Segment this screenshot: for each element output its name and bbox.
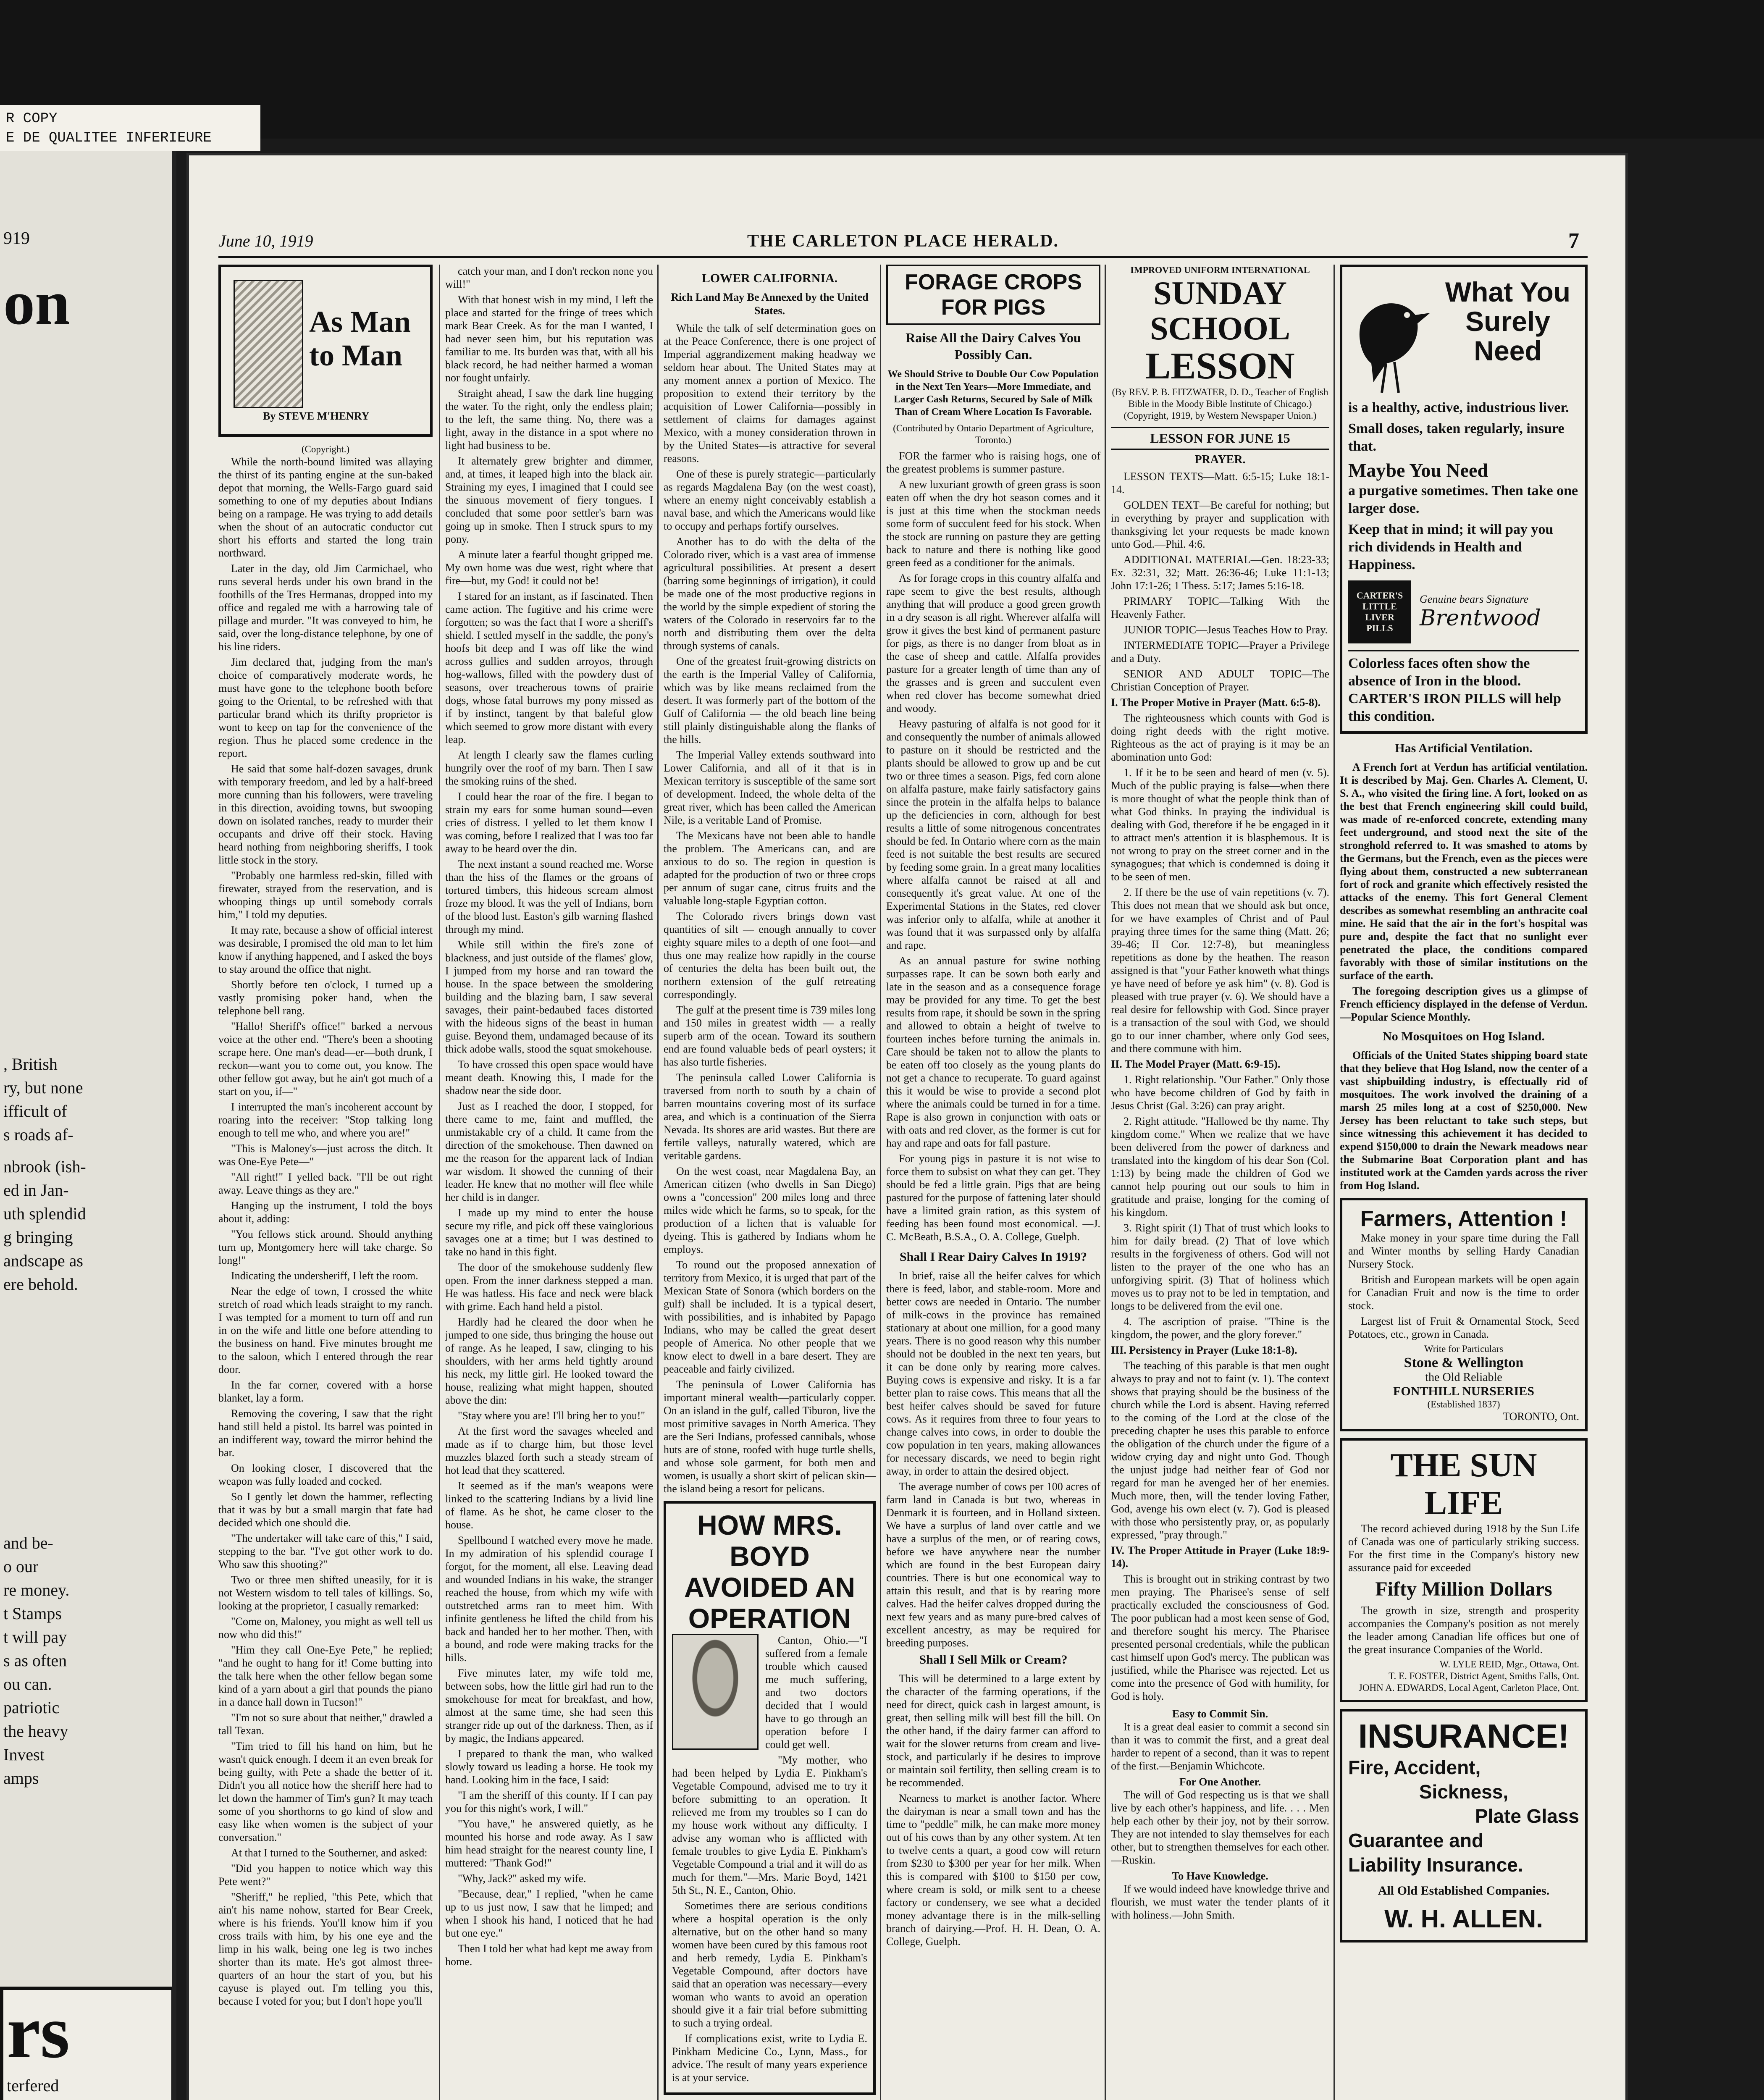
paragraph: I interrupted the man's incoherent account by roaring into the receiver: "Stop talking long enough to tell me who, and where you are!" — [218, 1101, 433, 1139]
paragraph: The peninsula called Lower California is traversed from north to south by a chain of barren mountains covering most of its surface area, and which is a continuation of the Sierra Nevada. Its shores are arid wastes. But there are fertile valleys, naturally watered, which are veritable gardens. — [664, 1071, 876, 1162]
pinkham-ad-headline: HOW MRS. BOYD AVOIDED AN OPERATION — [684, 1509, 856, 1634]
mrs-boyd-portrait-image — [672, 1634, 759, 1750]
paragraph: The door of the smokehouse suddenly flew open. From the inner darkness stepped a man. He was hatless. His face and neck were black with grime. Each hand held a pistol. — [445, 1261, 653, 1312]
paragraph: To have crossed this open space would have meant death. Knowing this, I made for the shadow near the side door. — [445, 1058, 653, 1097]
filler-text: If we would indeed have knowledge thrive and flourish, we must water the tender plants of it with holiness.—John Smith. — [1111, 1883, 1329, 1921]
ad-paragraph: Sometimes there are serious conditions where a hospital operation is the only alternative, but on the other hand so many women have been cured by this famous root and herb remedy, Lydia E. Pinkham's Vegetable Compound, after doctors have said that an operation was necessary—every woman who wants to avoid an operation should give it a fair trial before submitting to such a trying ordeal. — [672, 1900, 867, 2029]
dairy-calves-heading: Shall I Rear Dairy Calves In 1919? — [899, 1250, 1087, 1264]
paragraph: A new luxuriant growth of green grass is soon eaten off when the dry hot season comes and it is just at this time when the stockman needs some form of succulent feed for his stock. When the stock are running on pasture they are getting back to nature and there is nothing like good green feed as a conditioner for the animals. — [886, 478, 1100, 569]
sun-life-text2: The growth in size, strength and prosperity accompanies the Company's position as not merely the leader among Canadian life offices but one of the great insurance Companies of the World. — [1348, 1604, 1579, 1656]
paragraph: The Mexicans have not been able to handle the problem. The Americans can, and are anxious to do so. The region in question is adapted for the production of two or three crops per annum of sugar cane, citrus fruits and the valuable long-staple Egyptian cotton. — [664, 830, 876, 907]
paragraph: Removing the covering, I saw that the right hand still held a pistol. Its barrel was pointed in an indifferent way, toward the mirror behind the bar. — [218, 1407, 433, 1459]
paragraph: I prepared to thank the man, who walked slowly toward us leading a horse. He took my hand. Looking him in the face, I said: — [445, 1748, 653, 1786]
paragraph: At that I turned to the Southerner, and asked: — [231, 1847, 428, 1859]
prev-line: g bringing — [3, 1228, 73, 1247]
paragraph: "Tim tried to fill his hand on him, but he wasn't quick enough. I deem it an even break for being guilty, with Pete a shade the better of it. Didn't you all notice how the sheriff here had to let down the hammer of Tim's gun? It may teach some of you shorthorns to go kind of slow and easy like when women is the subject of your conversation." — [218, 1740, 433, 1843]
sunday-school-title-line1: SUNDAY SCHOOL — [1150, 275, 1290, 346]
copy-quality-label — [0, 105, 260, 151]
paragraph: While still within the fire's zone of blackness, and just outside of the flames' glow, I jumped from my horse and ran toward the house. In the space between the smoldering building and the blazing barn, I saw several savages, their paint-bedaubed faces distorted with the hideous signs of the beast in human guise. Beyond them, undamaged because of its thick adobe walls, stood the squat smokehouse. — [445, 939, 653, 1055]
insurance-line: Fire, Accident, — [1348, 1756, 1481, 1778]
nursery-firm: Stone & Wellington — [1404, 1355, 1524, 1370]
lesson-section-heading: III. Persistency in Prayer (Luke 18:1-8). — [1111, 1344, 1297, 1356]
newspaper-page — [189, 155, 1625, 2100]
paragraph: The next instant a sound reached me. Worse than the hiss of the flames or the groans of tortured timbers, this hideous scream almost froze my blood. It was the yell of Indians, born of the blood lust. Easton's gilb warning flashed through my mind. — [445, 858, 653, 935]
copy-label-line2: E DE QUALITEE INFERIEURE — [6, 130, 212, 146]
paragraph: While the talk of self determination goes on at the Peace Conference, there is one project of Imperial aggrandizement making headway we seldom hear about. The United States may at any moment annex a portion of Mexico. The proposition to extend their territory by the acquisition of Lower California—possibly in settlement of claims for damages against Mexico, with a money consideration thrown in by the United States—is attractive for several reasons. — [664, 322, 876, 465]
filler-title: Easy to Commit Sin. — [1172, 1708, 1268, 1720]
prev-line: ed in Jan- — [3, 1181, 69, 1200]
story-illustration-image — [234, 280, 303, 408]
paragraph: Heavy pasturing of alfalfa is not good for it and consequently the number of animals allowed to pasture on it should be restricted and the plants should be allowed to grow up and be cut two or three times a season. Pigs, fed corn alone on alfalfa pasture, make fairly satisfactory gains since the protein in the alfalfa helps to balance up the deficiencies in corn, although for best results a little of some nitrogenous concentrates should be fed. In Ontario where corn as the main feed is not suitable the best results are secured by feeding some grain. In a great many localities where alfalfa cannot be raised at all and consequently it's great value. At one of the Experimental Stations in the States, red clover was inferior only to alfalfa, while at another it was found that it was surpassed only by alfalfa and rape. — [886, 718, 1100, 951]
sunday-school-byline: (By REV. P. B. FITZWATER, D. D., Teacher of English Bible in the Moody Bible Institute of Chicago.) — [1112, 387, 1328, 409]
column-rule — [1105, 265, 1106, 2100]
prev-line: ere behold. — [3, 1275, 78, 1294]
prev-line: o our — [3, 1557, 39, 1576]
column-4 — [886, 265, 1100, 2100]
paragraph: "Him they call One-Eye Pete," he replied; "and he ought to hang for it! Come butting into the talk here when the other fellow began some kind of a yarn about a girl that pounds the piano in a dance hall down in Tucson!" — [218, 1644, 433, 1708]
lesson-topic: PRAYER. — [1194, 453, 1246, 466]
nursery-line: Make money in your spare time during the Fall and Winter months by selling Hardy Canadian Nursery Stock. — [1348, 1232, 1579, 1270]
pinkham-advertisement — [664, 1501, 876, 2095]
paragraph: Two or three men shifted uneasily, for it is not Western wisdom to tell tales of killings. So, looking at the proprietor, I casually remarked: — [218, 1574, 433, 1612]
prev-line: s roads af- — [3, 1125, 74, 1144]
story-title — [309, 305, 411, 372]
paragraph: "Why, Jack?" asked my wife. — [458, 1872, 586, 1885]
column-rule — [880, 265, 881, 2100]
paragraph: Shortly before ten o'clock, I turned up a vastly promising poker hand, when the telephone bell rang. — [218, 979, 433, 1017]
column-2-story-continued — [445, 265, 653, 2100]
forage-crops-headline: FORAGE CROPS FOR PIGS — [886, 265, 1100, 325]
insurance-agent: W. H. ALLEN. — [1384, 1905, 1543, 1933]
sun-life-agent: T. E. FOSTER, District Agent, Smiths Falls, Ont. — [1389, 1671, 1579, 1681]
lesson-section-heading: IV. The Proper Attitude in Prayer (Luke 18:9-14). — [1111, 1544, 1329, 1570]
prev-lower-fragments — [0, 1531, 172, 1790]
prev-headline-fragment: on — [3, 268, 70, 338]
paragraph: At the first word the savages wheeled and made as if to charge him, but those level muzzles blazed forth such a steady stream of hot lead that they scattered. — [445, 1425, 653, 1476]
paragraph: 2. If there be the use of vain repetitions (v. 7). This does not mean that we should ask but once, for we have examples of Christ and of Paul praying three times for the same thing (Matt. 26; 39-46; II Cor. 12:7-8), but meaningless repetitions as done by the heathen. The reason assigned is that "your Father knoweth what things ye have need of before ye ask him" (v. 8). God is pleased with true prayer (v. 6). We should have a real desire for fellowship with God. Since prayer is a transaction of the soul with God, we should go to our inner chamber, where only God sees, and there commune with him. — [1111, 886, 1329, 1055]
insurance-line: Guarantee and — [1348, 1830, 1484, 1851]
prev-line: t will pay — [3, 1628, 67, 1646]
paragraph: Just as I reached the door, I stopped, for there came to me, faint and muffled, the unmistakable cry of a child. It came from the direction of the smokehouse. Then dawned on me the reason for the apparent lack of Indian war wisdom. It showed the cunning of their leader. He knew that no mother will flee while her child is in danger. — [445, 1100, 653, 1203]
sun-life-big: Fifty Million Dollars — [1375, 1578, 1552, 1600]
paragraph: The peninsula of Lower California has important mineral wealth—particularly copper. On an island in the gulf, called Tiburon, live the most primitive savages in North America. They are the Seri Indians, professed cannibals, whose huts are of stone, roofed with huge turtle shells, and whose sole garment, for both men and women, is usually a short skirt of pelican skin—the island being a resort for pelicans. — [664, 1378, 876, 1495]
prev-line: ou can. — [3, 1675, 52, 1693]
paper-name: THE CARLETON PLACE HERALD. — [747, 231, 1059, 251]
carters-ad-header — [1348, 273, 1579, 399]
column-3 — [664, 265, 876, 2100]
paragraph: "Did you happen to notice which way this Pete went?" — [218, 1862, 433, 1887]
paragraph: Another has to do with the delta of the Colorado river, which is a vast area of immense agricultural possibilities. At present a desert (barring some beginnings of irrigation), it could be made one of the most productive regions in the world by the simple expedient of storing the waters of the Colorado in reservoirs far to the north and distributing them over the delta through systems of canals. — [664, 536, 876, 652]
prev-line: amps — [3, 1769, 39, 1788]
filler-title: To Have Knowledge. — [1172, 1870, 1268, 1882]
ad-paragraph: If complications exist, write to Lydia E. Pinkham Medicine Co., Lynn, Mass., for advice. The result of many years experience is at your service. — [672, 2032, 867, 2084]
paragraph: This is brought out in striking contrast by two men praying. The Pharisee's sense of self practically excluded the consciousness of God. The poor publican had a most keen sense of God, and therefore sought his mercy. The Pharisee presented personal credentials, while the publican cast himself upon God's mercy. The publican was justified, while the Pharisee was rejected. Let us come into the presence of God with humility, for God is holy. — [1111, 1573, 1329, 1702]
nursery-line: Write for Particulars — [1424, 1344, 1504, 1354]
prev-line: t Stamps — [3, 1604, 62, 1623]
nursery-advertisement — [1340, 1198, 1588, 1431]
carters-brand-row — [1348, 580, 1579, 643]
copy-label-line1: R COPY — [6, 111, 58, 127]
nursery-firm-sub: the Old Reliable — [1425, 1371, 1502, 1384]
nursery-name: FONTHILL NURSERIES — [1393, 1384, 1534, 1398]
paragraph: "The undertaker will take care of this," I said, stepping to the bar. "I've got other work to do. Who saw this shooting?" — [218, 1532, 433, 1570]
crow-illustration-icon — [1348, 273, 1432, 395]
paragraph: Jim declared that, judging from the man's choice of comparatively moderate words, he must have gone to the telephone booth before going to the Oriental, to be refreshed with that particular brand which its thrifty proprietor is wont to keep on tap for the convenience of the region. Thus he placed some credence in the report. — [218, 656, 433, 759]
paragraph: FOR the farmer who is raising hogs, one of the greatest problems is summer pasture. — [886, 450, 1100, 475]
carters-pill-box-image: CARTER'S LITTLE LIVER PILLS — [1348, 580, 1411, 643]
paragraph: The foregoing description gives us a glimpse of French efficiency displayed in the defense of Verdun.—Popular Science Monthly. — [1340, 985, 1588, 1023]
paragraph: Near the edge of town, I crossed the white stretch of road which leads straight to my ranch. I was tempted for a moment to turn off and run in on the wife and little one before attending to the business on hand. Five minutes brought me to the saloon, which I entered through the rear door. — [218, 1285, 433, 1376]
paragraph: A French fort at Verdun has artificial ventilation. It is described by Maj. Gen. Charles A. Clement, U. S. A., who visited the firing line. A fort, looked on as the best that French engineering skill could build, was made of re-enforced concrete, extending many feet underground, and stood next the site of the stronghold referred to. It was smashed to atoms by the Germans, but the French, even as the pieces were flying about them, constructed a new subterranean fort of rock and granite which effectively resisted the attacks of the enemy. This fort General Clement describes as somewhat resembling an anthracite coal mine. He said that the air in the fort's hospital was pure and, despite the fact that no sunlight ever penetrated the place, the conditions compared favorably with those of similar institutions on the surface of the earth. — [1340, 761, 1588, 982]
paragraph: Later in the day, old Jim Carmichael, who runs several herds under his own brand in the foothills of the Tres Hermanas, dropped into my office and regaled me with a harrowing tale of pillage and murder. "It was conveyed to him, he said, over the long-distance telephone, by one of his line riders. — [218, 562, 433, 653]
prev-line: and be- — [3, 1533, 53, 1552]
paragraph: Nearness to market is another factor. Where the dairyman is near a small town and has the time to "peddle" milk, he can make more money out of his cows than by any other system. At ten to twelve cents a quart, a good cow will return from $230 to $300 per year for her milk. When this is compared with $100 to $150 per cow, where cream is sold, or milk sent to a cheese factory or condensery, we see what a decided money advantage there is in the milk-selling branch of dairying.—Prof. H. H. Dean, O. A. College, Guelph. — [886, 1792, 1100, 1948]
issue-date: June 10, 1919 — [218, 231, 313, 250]
paragraph: "I'm not so sure about that neither," drawled a tall Texan. — [218, 1712, 433, 1737]
sunday-school-title-line2: LESSON — [1145, 345, 1295, 387]
paragraph: Then I told her what had kept me away from home. — [445, 1942, 653, 1968]
sun-life-text: The record achieved during 1918 by the Sun Life of Canada was one of particularly striking success. For the first time in the Company's history new assurance paid for exceeded — [1348, 1522, 1579, 1574]
paragraph: On the west coast, near Magdalena Bay, an American citizen (who dwells in San Diego) owns a "concession" 200 miles long and three miles wide which he farms, so to speak, for the production of a lichen that is valuable for dyeing. This is gathered by Indians whom he employs. — [664, 1165, 876, 1255]
prev-line: nbrook (ish- — [3, 1157, 86, 1176]
nursery-city: TORONTO, Ont. — [1503, 1410, 1579, 1423]
paragraph: One of these is purely strategic—particularly as regards Magdalena Bay (on the west coast), where an enemy night conceivably establish a naval base, and which the Americans would like to occupy and perhaps fortify ourselves. — [664, 468, 876, 532]
page-number: 7 — [1568, 229, 1579, 253]
carters-footer1: Colorless faces often show the absence of Iron in the blood. — [1348, 650, 1579, 690]
carters-line: is a healthy, active, industrious liver. — [1348, 400, 1569, 415]
paragraph: "I am the sheriff of this county. If I can pay you for this night's work, I will." — [445, 1789, 653, 1814]
paragraph: "All right!" I yelled back. "I'll be out right away. Leave things as they are." — [218, 1171, 433, 1196]
ventilation-heading: Has Artificial Ventilation. — [1395, 741, 1533, 755]
filler-text: It is a great deal easier to commit a second sin than it was to commit the first, and a great deal harder to repent of a second, than it was to repent of the first.—Benjamin Whichcote. — [1111, 1721, 1329, 1772]
paragraph: For young pigs in pasture it is not wise to force them to subsist on what they can get. They should be fed a little grain. Pigs that are being pastured for the purpose of fattening later should have a limited grain ration, as this system of feeding has been found most economical. —J. C. McBeath, B.S.A., O. A. College, Guelph. — [886, 1152, 1100, 1243]
paragraph: It may rate, because a show of official interest was desirable, I promised the old man to let him know if anything happened, and I asked the boys to stay around the office that night. — [218, 924, 433, 975]
sun-life-agent: JOHN A. EDWARDS, Local Agent, Carleton Place, Ont. — [1358, 1683, 1579, 1693]
paragraph: In brief, raise all the heifer calves for which there is feed, labor, and stable-room. More and better cows are needed in Ontario. The number of milk-cows in the province has remained stationary at about one million, for a good many years. There is no good reason why this number should not be doubled in the next ten years, but it can be done only by rearing more calves. Buying cows is expensive and risky. It is a far better plan to raise cows. This means that all the best heifer calves should be saved for future cows. As it requires from three to four years to change calves into cows, in order to double the cow population in ten years, making allowances for necessary discards, we need to begin right away, in order to attain the desired object. — [886, 1270, 1100, 1477]
paragraph: PRIMARY TOPIC—Talking With the Heavenly Father. — [1111, 595, 1329, 620]
filler-title: For One Another. — [1179, 1776, 1261, 1788]
paragraph: In the far corner, covered with a horse blanket, lay a form. — [218, 1379, 433, 1404]
story-copyright: (Copyright.) — [301, 444, 350, 454]
paragraph: A minute later a fearful thought gripped me. My own home was due west, right where that fire—but, my God! it could not be! — [445, 549, 653, 587]
prev-ad-box — [0, 1987, 175, 2100]
forage-deck: Raise All the Dairy Calves You Possibly Can. — [906, 330, 1081, 362]
paragraph: 4. The ascription of praise. "Thine is the kingdom, the power, and the glory forever." — [1111, 1315, 1329, 1341]
prev-line: , British — [3, 1055, 58, 1074]
nursery-ad-headline: Farmers, Attention ! — [1360, 1207, 1567, 1231]
carters-line: a purgative sometimes. Then take one larger dose. — [1348, 483, 1578, 516]
paragraph: The average number of cows per 100 acres of farm land in Canada is but two, whereas in Denmark it is fourteen, and in Holland sixteen. We have a surplus of land over cattle and we have a surplus of the men, or of rearing cows, before we have anywhere near the number which are found in the best European dairy countries. There is but one economical way to attain this result, and that is by rearing more calves. Had the heifer calves dropped during the next few years and as many pure-bred calves of excellent ancestry, as may be required for breeding purposes. — [886, 1480, 1100, 1649]
prev-ad-line — [3, 2097, 171, 2100]
lower-california-headline: LOWER CALIFORNIA. — [701, 271, 838, 285]
paragraph: Five minutes later, my wife told me, between sobs, how the little girl had run to the smokehouse for meat for breakfast, and how, almost at the same time, she had seen this stranger ride up out of the darkness. Then, as if by magic, the Indians appeared. — [445, 1667, 653, 1744]
carters-line: Small doses, taken regularly, insure that. — [1348, 421, 1564, 454]
prev-line: re money. — [3, 1580, 70, 1599]
paragraph: Straight ahead, I saw the dark line hugging the water. To the right, only the endless plain; to the left, the same thing. No, there was a light, away in the distance in a spot where no light had business to be. — [445, 387, 653, 452]
paragraph: JUNIOR TOPIC—Jesus Teaches How to Pray. — [1124, 624, 1328, 636]
lesson-section-heading: II. The Model Prayer (Matt. 6:9-15). — [1111, 1058, 1281, 1070]
paragraph: INTERMEDIATE TOPIC—Prayer a Privilege and a Duty. — [1111, 639, 1329, 664]
sunday-school-copyright: (Copyright, 1919, by Western Newspaper Union.) — [1124, 410, 1317, 421]
ad-paragraph: "My mother, who had been helped by Lydia E. Pinkham's Vegetable Compound, advised me to try it before submitting to an operation. It relieved me from my troubles so I can do my house work without any difficulty. I advise any woman who is afflicted with female troubles to give Lydia E. Pinkham's Vegetable Compound a trial and it will do as much for them."—Mrs. Marie Boyd, 1421 5th St., N. E., Canton, Ohio. — [672, 1754, 867, 1896]
sunday-school-kicker: IMPROVED UNIFORM INTERNATIONAL — [1130, 265, 1310, 275]
paragraph: As for forage crops in this country alfalfa and rape seem to give the best results, although anything that will produce a good green growth in a dry season is all right. Wherever alfalfa will grow it gives the best kind of permanent pasture for pigs, as there is no danger from bloat as in the case of sheep and cattle. Alfalfa provides pasture for a greater length of time than any of the grasses and is green and succulent even when red clover has become somewhat dried and woody. — [886, 572, 1100, 714]
paragraph: This will be determined to a large extent by the character of the farming operations, if the need for direct, quick cash in largest amount, is great, then selling milk will best fill the bill. On the other hand, if the dairy farmer can afford to wait for the slower returns from cream and live-stock, and particularly if he desires to improve or maintain soil fertility, then selling cream is to be recommended. — [886, 1672, 1100, 1789]
nursery-line: British and European markets will be open again for Canadian Fruit and now is the time to order stock. — [1348, 1273, 1579, 1312]
forage-contributed: (Contributed by Ontario Department of Agriculture, Toronto.) — [893, 423, 1094, 445]
sun-life-advertisement — [1340, 1438, 1588, 1702]
insurance-line: Sickness, — [1419, 1781, 1509, 1803]
prev-fragments — [0, 1053, 172, 1296]
paragraph: The teaching of this parable is that men ought always to pray and not to faint (v. 1). The context shows that praying should be the business of the church while the Lord is absent. Having referred to the coming of the Lord at the close of the preceding chapter he uses this parable to enforce the obligation of the church under the figure of a widow crying day and night unto God. Though the unjust judge had neither fear of God nor regard for man he avenged her of her enemies. Much more, then, will the tender loving Father, God, avenge his own elect (v. 7). God is pleased with those who persistently pray, or, as popularly expressed, "pray through." — [1111, 1360, 1329, 1541]
paragraph: With that honest wish in my mind, I left the place and started for the fringe of trees which mark Bear Creek. As for the man I wanted, I had never seen him, but his reputation was familiar to me. Its burden was that, with all his black record, he had neither harmed a woman nor fought unfairly. — [445, 294, 653, 384]
column-rule — [439, 265, 440, 2100]
prev-line: uth splendid — [3, 1204, 86, 1223]
carters-footer2: CARTER'S IRON PILLS will help this condition. — [1348, 691, 1562, 724]
paragraph: Indicating the undersheriff, I left the room. — [231, 1270, 418, 1282]
paragraph: I made up my mind to enter the house secure my rifle, and pick off these vainglorious savages one at a time; but I was destined to take no hand in this fight. — [445, 1207, 653, 1258]
paragraph: LESSON TEXTS—Matt. 6:5-15; Luke 18:1-14. — [1111, 470, 1329, 496]
story-byline: By STEVE M'HENRY — [263, 410, 370, 422]
paragraph: It seemed as if the man's weapons were linked to the scattering Indians by a livid line of flame. As he shot, he came closer to the house. — [445, 1480, 653, 1531]
story-title-line2: to Man — [309, 339, 402, 372]
previous-page-edge — [0, 139, 176, 2100]
carters-line: Keep that in mind; it will pay you rich dividends in Health and Happiness. — [1348, 522, 1554, 572]
prev-line: Invest — [3, 1745, 45, 1764]
carters-signature: Brentwood — [1420, 606, 1541, 631]
paragraph: Hanging up the instrument, I told the boys about it, adding: — [218, 1200, 433, 1225]
column-rule — [1334, 265, 1335, 2100]
nursery-line: Largest list of Fruit & Ornamental Stock, Seed Potatoes, etc., grown in Canada. — [1348, 1315, 1579, 1340]
paragraph: It alternately grew brighter and dimmer, and, at times, it leaped high into the black air. Straining my eyes, I imagined that I could see the sinuous movement of fiery tongues. I concluded that some poor settler's barn was going up in smoke. Then I struck spurs to my pony. — [445, 455, 653, 545]
insurance-line: Liability Insurance. — [1348, 1854, 1523, 1876]
film-border — [0, 0, 1764, 139]
prev-line: andscape as — [3, 1251, 83, 1270]
paragraph: "Hallo! Sheriff's office!" barked a nervous voice at the other end. "There's been a shooting scrape here. One man's dead—er—both drunk, I reckon—want you to come out, you know. The other fellow got away, but he ain't got much of a start on you, if—" — [218, 1020, 433, 1097]
prev-line: ry, but none — [3, 1078, 83, 1097]
paragraph: ADDITIONAL MATERIAL—Gen. 18:23-33; Ex. 32:31, 32; Matt. 26:36-46; Luke 11:1-13; John 17:1-26; 1 Thess. 5:17; James 5:16-18. — [1111, 554, 1329, 592]
paragraph: "Because, dear," I replied, "when he came up to us just now, I saw that he limped; and when I shook his hand, I noticed that he had but one eye." — [445, 1888, 653, 1939]
carters-signature-block — [1420, 593, 1541, 631]
paragraph: While the north-bound limited was allaying the thirst of its panting engine at the sun-baked depot that morning, the Wells-Fargo guard said something to one of my deputies about Indians being on a rampage. He was trying to add details when the shout of an autocratic conductor cut short his efforts and started the long train northward. — [218, 456, 433, 559]
nursery-established: (Established 1837) — [1427, 1399, 1500, 1410]
story-title-line1: As Man — [309, 305, 411, 339]
column-rule — [657, 265, 659, 2100]
paragraph: 1. Right relationship. "Our Father." Only those who have become children of God by faith in Jesus Christ (Gal. 3:26) can pray aright. — [1111, 1074, 1329, 1112]
signature-label: Genuine bears Signature — [1420, 593, 1528, 605]
paragraph: SENIOR AND ADULT TOPIC—The Christian Conception of Prayer. — [1111, 668, 1329, 693]
story-title-box — [218, 265, 433, 437]
paragraph: So I gently let down the hammer, reflecting that it was by but a small margin that fate had decided which one should die. — [218, 1491, 433, 1529]
lesson-section-heading: I. The Proper Motive in Prayer (Matt. 6:5-8). — [1111, 696, 1321, 709]
forage-subdeck: We Should Strive to Double Our Cow Population in the Next Ten Years—More Immediate, and Larger Cash Returns, Secured by Sale of Milk Than of Cream Where Location Is Favorable. — [887, 369, 1099, 417]
prev-line: ifficult of — [3, 1102, 67, 1121]
paragraph: I stared for an instant, as if fascinated. Then came action. The fugitive and his crime were forgotten; so was the fact that I wore a sheriff's shield. I settled myself in the saddle, the pony's hoofs bit deep and I was off like the wind across gullies and sudden arroyos, through hog-wallows, filled with the powdery dust of seasons, over treacherous towns of prairie dogs, whose fatal burrows my pony missed as if by instinct, tangent by that baleful glow which seemed to grow more distant with every leap. — [445, 590, 653, 746]
insurance-line: Plate Glass — [1475, 1805, 1579, 1827]
paragraph: At length I clearly saw the flames curling hungrily over the roof of my barn. Then I saw the smoking ruins of the shed. — [445, 749, 653, 787]
paragraph: On looking closer, I discovered that the weapon was fully loaded and cocked. — [218, 1462, 433, 1487]
carters-ad-headline: What You Surely Need — [1445, 276, 1571, 366]
prev-year: 919 — [3, 229, 30, 248]
paragraph: 1. If it be to be seen and heard of men (v. 5). Much of the public praying is false—when there is more thought of what the people think than of what God thinks. In praying the individual is dealing with God, therefore if he be engaged in it to attract men's attention it is blasphemous. It is not wrong to pray on the street corner and in the synagogues; that which is condemned is doing it to be seen of men. — [1111, 766, 1329, 883]
sell-milk-heading: Shall I Sell Milk or Cream? — [919, 1653, 1068, 1667]
column-6-ads — [1340, 265, 1588, 2100]
paragraph: Spellbound I watched every move he made. In my admiration of his splendid courage I forgot, for the moment, all else. Leaving dead and wounded Indians in his wake, the stranger reached the house, from which my wife with outstretched arms ran to meet him. With infinite gentleness he lifted the child from his back and handed her to her mother. Then, with a bound, and rode were making tracks for the hills. — [445, 1534, 653, 1664]
carters-pills-advertisement — [1340, 265, 1588, 734]
paragraph: The Colorado rivers brings down vast quantities of silt — enough annually to cover eighty square miles to a depth of one foot—and thus one may realize how rapidly in the course of centuries the delta has been built out, the northern extension of the gulf retreating correspondingly. — [664, 910, 876, 1000]
sun-life-agent: W. LYLE REID, Mgr., Ottawa, Ont. — [1439, 1659, 1579, 1670]
mosquitoes-heading: No Mosquitoes on Hog Island. — [1383, 1029, 1545, 1043]
paragraph: He said that some half-dozen savages, drunk with temporary freedom, and led by a half-breed more cunning than his followers, were traveling in this direction, avoiding towns, but swooping down on isolated ranches, ready to murder their occupants and drive off their stock. Having heard nothing from neighboring sheriffs, I took little stock in the story. — [218, 763, 433, 866]
paragraph: 2. Right attitude. "Hallowed be thy name. Thy kingdom come." When we realize that we have been delivered from the power of darkness and translated into the kingdom of his dear Son (Col. 1:13) by being made the children of God we cannot help pouring out our souls to him in gratitude and praise, longing for the coming of his kingdom. — [1111, 1115, 1329, 1218]
paragraph: "You fellows stick around. Should anything turn up, Montgomery here will take charge. So long!" — [218, 1228, 433, 1266]
paragraph: The righteousness which counts with God is doing right deeds with the right motive. Righteous as the act of praying is it may be an abomination unto God: — [1111, 712, 1329, 763]
lower-california-deck: Rich Land May Be Annexed by the United States. — [671, 291, 869, 317]
insurance-headline: INSURANCE! — [1358, 1717, 1570, 1755]
prev-ad-word: rs — [7, 1990, 70, 2074]
paragraph: "Stay where you are! I'll bring her to you!" — [458, 1410, 646, 1422]
paragraph: GOLDEN TEXT—Be careful for nothing; but in everything by prayer and supplication with thanksgiving let your requests be made known unto God.—Phil. 4:6. — [1111, 499, 1329, 550]
lesson-date: LESSON FOR JUNE 15 — [1111, 427, 1329, 450]
paragraph: "Come on, Maloney, you might as well tell us now who did this!" — [218, 1615, 433, 1641]
paragraph: "Sheriff," he replied, "this Pete, which that ain't his name nohow, started for Bear Creek, where is his friends. You'll know him if you cross trails with him, by his one eye and the limp in his walk, being one leg is two inches shorter than its mate. He's got almost three-quarters of an hour the start of you, but his cayuse is played out. I'm telling you this, because I voted for you; but I don't hope you'll — [218, 1891, 433, 2007]
prev-line: the heavy — [3, 1722, 68, 1740]
prev-line: s as often — [3, 1651, 67, 1670]
paragraph: The Imperial Valley extends southward into Lower California, and all of it that is in Mexican territory is susceptible of the same sort of development. Indeed, the whole delta of the great river, which has been called the American Nile, is a veritable Land of Promise. — [664, 749, 876, 826]
prev-line: patriotic — [3, 1698, 60, 1717]
paragraph: The gulf at the present time is 739 miles long and 150 miles in greatest width — a really superb arm of the ocean. Toward its southern end are found valuable beds of pearl oysters; it has also turtle fisheries. — [664, 1004, 876, 1068]
sun-life-headline: THE SUN LIFE — [1390, 1447, 1537, 1522]
insurance-sub: All Old Established Companies. — [1378, 1884, 1550, 1898]
paragraph: I could hear the roar of the fire. I began to strain my ears for some human sound—even cries of distress. I yelled to let them know I was coming, before I realized that I was too far away to be heard over the din. — [445, 790, 653, 855]
paragraph: catch your man, and I don't reckon none you will!" — [445, 265, 653, 290]
paragraph: "This is Maloney's—just across the ditch. It was One-Eye Pete—" — [218, 1142, 433, 1168]
paragraph: Officials of the United States shipping board state that they believe that Hog Island, now the center of a vast shipbuilding industry, is effectually rid of mosquitoes. The work involved the draining of a marsh 25 miles long at a cost of $250,000. New Jersey has been reluctant to take such steps, but since witnessing this achievement it has decided to expend $150,000 to drain the Newark meadows near the Submarine Boat Corporation plant and has instituted work at the Camden yards across the river from Hog Island. — [1340, 1049, 1588, 1192]
paragraph: To round out the proposed annexation of territory from Mexico, it is urged that part of the Mexican State of Sonora (which borders on the gulf) shall be included. It is a typical desert, with possibilities, and is inhabited by Papago Indians, who may be called the great desert people of America. No other people that we know elect to dwell in a bare desert. They are peaceable and fairly civilized. — [664, 1259, 876, 1375]
paragraph: Hardly had he cleared the door when he jumped to one side, thus bringing the house out of range. As he leaped, I saw, clinging to his shoulders, with her arms held tightly around his neck, my little girl. He looked toward the house, realizing what might happen, shouted above the din: — [445, 1316, 653, 1406]
paragraph: "You have," he answered quietly, as he mounted his horse and rode away. As I saw him head straight for the nearest county line, I muttered: "Thank God!" — [445, 1818, 653, 1869]
filler-text: The will of God respecting us is that we shall live by each other's happiness, and life. . . . Men help each other by their joy, not by their sorrow. They are not intended to slay themselves for each other, but to strengthen themselves for each other.—Ruskin. — [1111, 1789, 1329, 1866]
column-5-sunday-school — [1111, 265, 1329, 2100]
column-1-story — [218, 265, 433, 2100]
paragraph: 3. Right spirit (1) That of trust which looks to him for daily bread. (2) That of love which results in the forgiveness of others. God will not listen to the prayer of the one who has an unforgiving spirit. (3) That of holiness which moves us to pray not to be led in temptation, and longs to be delivered from the evil one. — [1111, 1222, 1329, 1312]
prev-ad-line: terfered — [7, 2076, 59, 2095]
masthead — [218, 231, 1588, 258]
ad-paragraph: Canton, Ohio.—"I suffered from a female trouble which caused me much suffering, and two doctors decided that I would have to go through an operation before I could get well. — [765, 1634, 867, 1751]
paragraph: One of the greatest fruit-growing districts on the earth is the Imperial Valley of California, which was by like means reclaimed from the desert. It was formerly part of the bottom of the Gulf of California — the old beach line being still plainly distinguishable along the flanks of the hills. — [664, 655, 876, 746]
paragraph: As an annual pasture for swine nothing surpasses rape. It can be sown both early and late in the season and as a consequence forage may be provided for any time. To get the best results from rape, it should be sown in the spring and allowed to obtain a height of twelve to fourteen inches before turning the animals in. Care should be taken not to allow the plants to be eaten off too closely as the young plants do not get a chance to recuperate. To guard against this it would be wise to provide a second plot where the animals could be turned in for a time. Rape is also grown in conjunction with oats or with oats and red clover, as the former is cut for hay and rape and oats for fall pasture. — [886, 955, 1100, 1149]
carters-line: Maybe You Need — [1348, 459, 1488, 481]
insurance-advertisement — [1340, 1709, 1588, 1942]
paragraph: "Probably one harmless red-skin, filled with firewater, strayed from the reservation, and is whooping things up until somebody corrals him," I told my deputies. — [218, 869, 433, 921]
